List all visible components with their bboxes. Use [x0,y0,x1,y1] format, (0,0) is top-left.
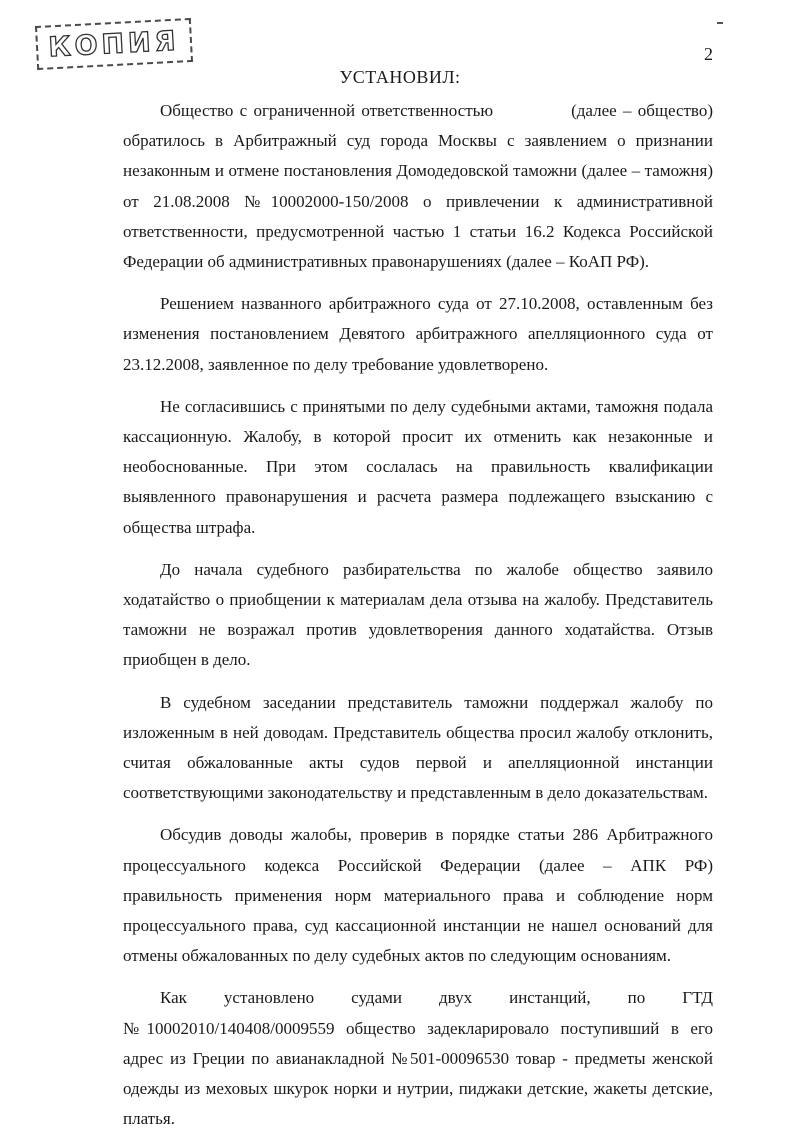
page-number: 2 [704,44,713,64]
copy-stamp-text: КОПИЯ [47,25,181,63]
document-body [123,96,713,1147]
paragraph-1 [123,96,713,277]
paragraph-6: Обсудив доводы жалобы, проверив в порядке статьи 286 Арбитражного процессуального кодекса Российской Федерации (далее – АПК РФ) правильность применения норм материального права и соблюдение норм процессуального права, суд кассационной инстанции не нашел оснований для отмены обжалованных по делу судебных актов по следующим основаниям. [123,825,713,966]
section-heading: УСТАНОВИЛ: [339,67,461,87]
paragraph-5: В судебном заседании представитель таможни поддержал жалобу по изложенным в ней доводам. Представитель общества просил жалобу отклонить, считая обжалованные акты судов первой и апелляционной инстанции соответствующими законодательству и представленным в дело доказательствам. [123,692,713,803]
paragraph-7: Как установлено судами двух инстанций, по ГТД №10002010/140408/0009559 общество задекларировало поступивший в его адрес из Греции по авианакладной №501-00096530 товар - предметы женской одежды из меховых шкурок норки и нутрии, пиджаки детские, жакеты детские, платья. [123,988,713,1129]
copy-stamp [35,18,193,70]
paragraph-4: До начала судебного разбирательства по жалобе общество заявило ходатайство о приобщении к материалам дела отзыва на жалобу. Представитель таможни не возражал против удовлетворения данного ходатайства. Отзыв приобщен в дело. [123,559,713,670]
paragraph-2: Решением названного арбитражного суда от 27.10.2008, оставленным без изменения постановлением Девятого арбитражного апелляционного суда от 23.12.2008, заявленное по делу требование удовлетворено. [123,294,713,374]
paragraph-1-rest: (далее – общество) обратилось в Арбитражный суд города Москвы с заявлением о признании незаконным и отмене постановления Домодедовской таможни (далее – таможня) от 21.08.2008 №10002000-150/2008 о привлечении к административной ответственности, предусмотренной частью 1 статьи 16.2 Кодекса Российской Федерации об административных правонарушениях (далее – КоАП РФ). [123,101,713,272]
paragraph-1-lead: Общество с ограниченной ответственностью [160,101,494,120]
scan-mark [717,22,723,24]
paragraph-3: Не согласившись с принятыми по делу судебными актами, таможня подала кассационную. Жалобу, в которой просит их отменить как незаконные и необоснованные. При этом сослалась на правильность квалификации выявленного правонарушения и расчета размера подлежащего взысканию с общества штрафа. [123,396,713,537]
